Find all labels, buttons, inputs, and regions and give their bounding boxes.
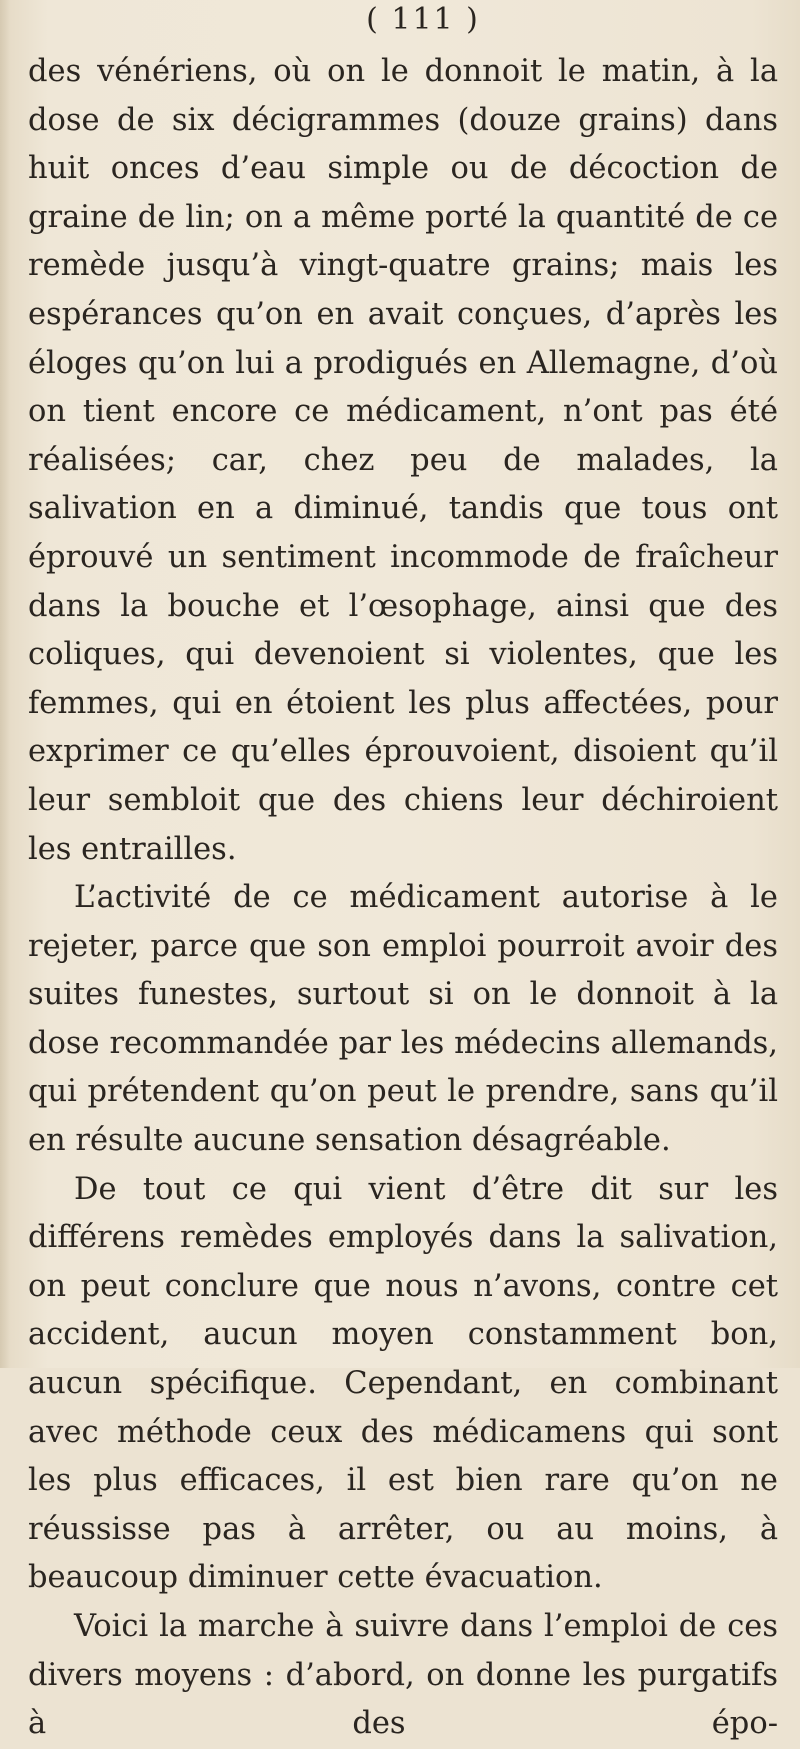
paragraph-1: des vénériens, où on le donnoit le matin, à la dose de six décigrammes (douze grains) dans huit onces d’eau simple ou de décoction de graine de lin; on a même porté la quantité de ce remède jusqu’à vingt-quatre grains; mais les espérances qu’on en avait conçues, d’après les éloges qu’on lui a prodigués en Allemagne, d’où on tient encore ce médicament, n’ont pas été réalisées; car, chez peu de malades, la salivation en a diminué, tandis que tous ont éprouvé un sentiment incommode de fraîcheur dans la bouche et l’œsophage, ainsi que des coliques, qui devenoient si violentes, que les femmes, qui en étoient les plus affectées, pour exprimer ce qu’elles éprouvoient, disoient qu’il leur sembloit que des chiens leur déchiroient les entrailles. <box>28 54 778 867</box>
page-number-header: ( 111 ) <box>366 2 480 37</box>
page-binding-edge <box>0 0 10 1368</box>
paragraph-3: De tout ce qui vient d’être dit sur les différens remèdes employés dans la salivation, on peut conclure que nous n’avons, contre cet accident, aucun moyen constamment bon, aucun spécifique. Cependant, en combinant avec méthode ceux des médicamens qui sont les plus efficaces, il est bien rare qu’on ne réussisse pas à arrêter, ou au moins, à beaucoup diminuer cette évacuation. <box>28 1171 778 1596</box>
paragraph-2: L’activité de ce médicament autorise à le rejeter, parce que son emploi pourroit avoir des suites funestes, surtout si on le donnoit à la dose recommandée par les médecins allemands, qui prétendent qu’on peut le prendre, sans qu’il en résulte aucune sensation désagréable. <box>28 880 778 1159</box>
body-text <box>28 48 778 1749</box>
paragraph-4: Voici la marche à suivre dans l’emploi de ces divers moyens : d’abord, on donne les purgatifs à des épo- <box>28 1609 778 1742</box>
